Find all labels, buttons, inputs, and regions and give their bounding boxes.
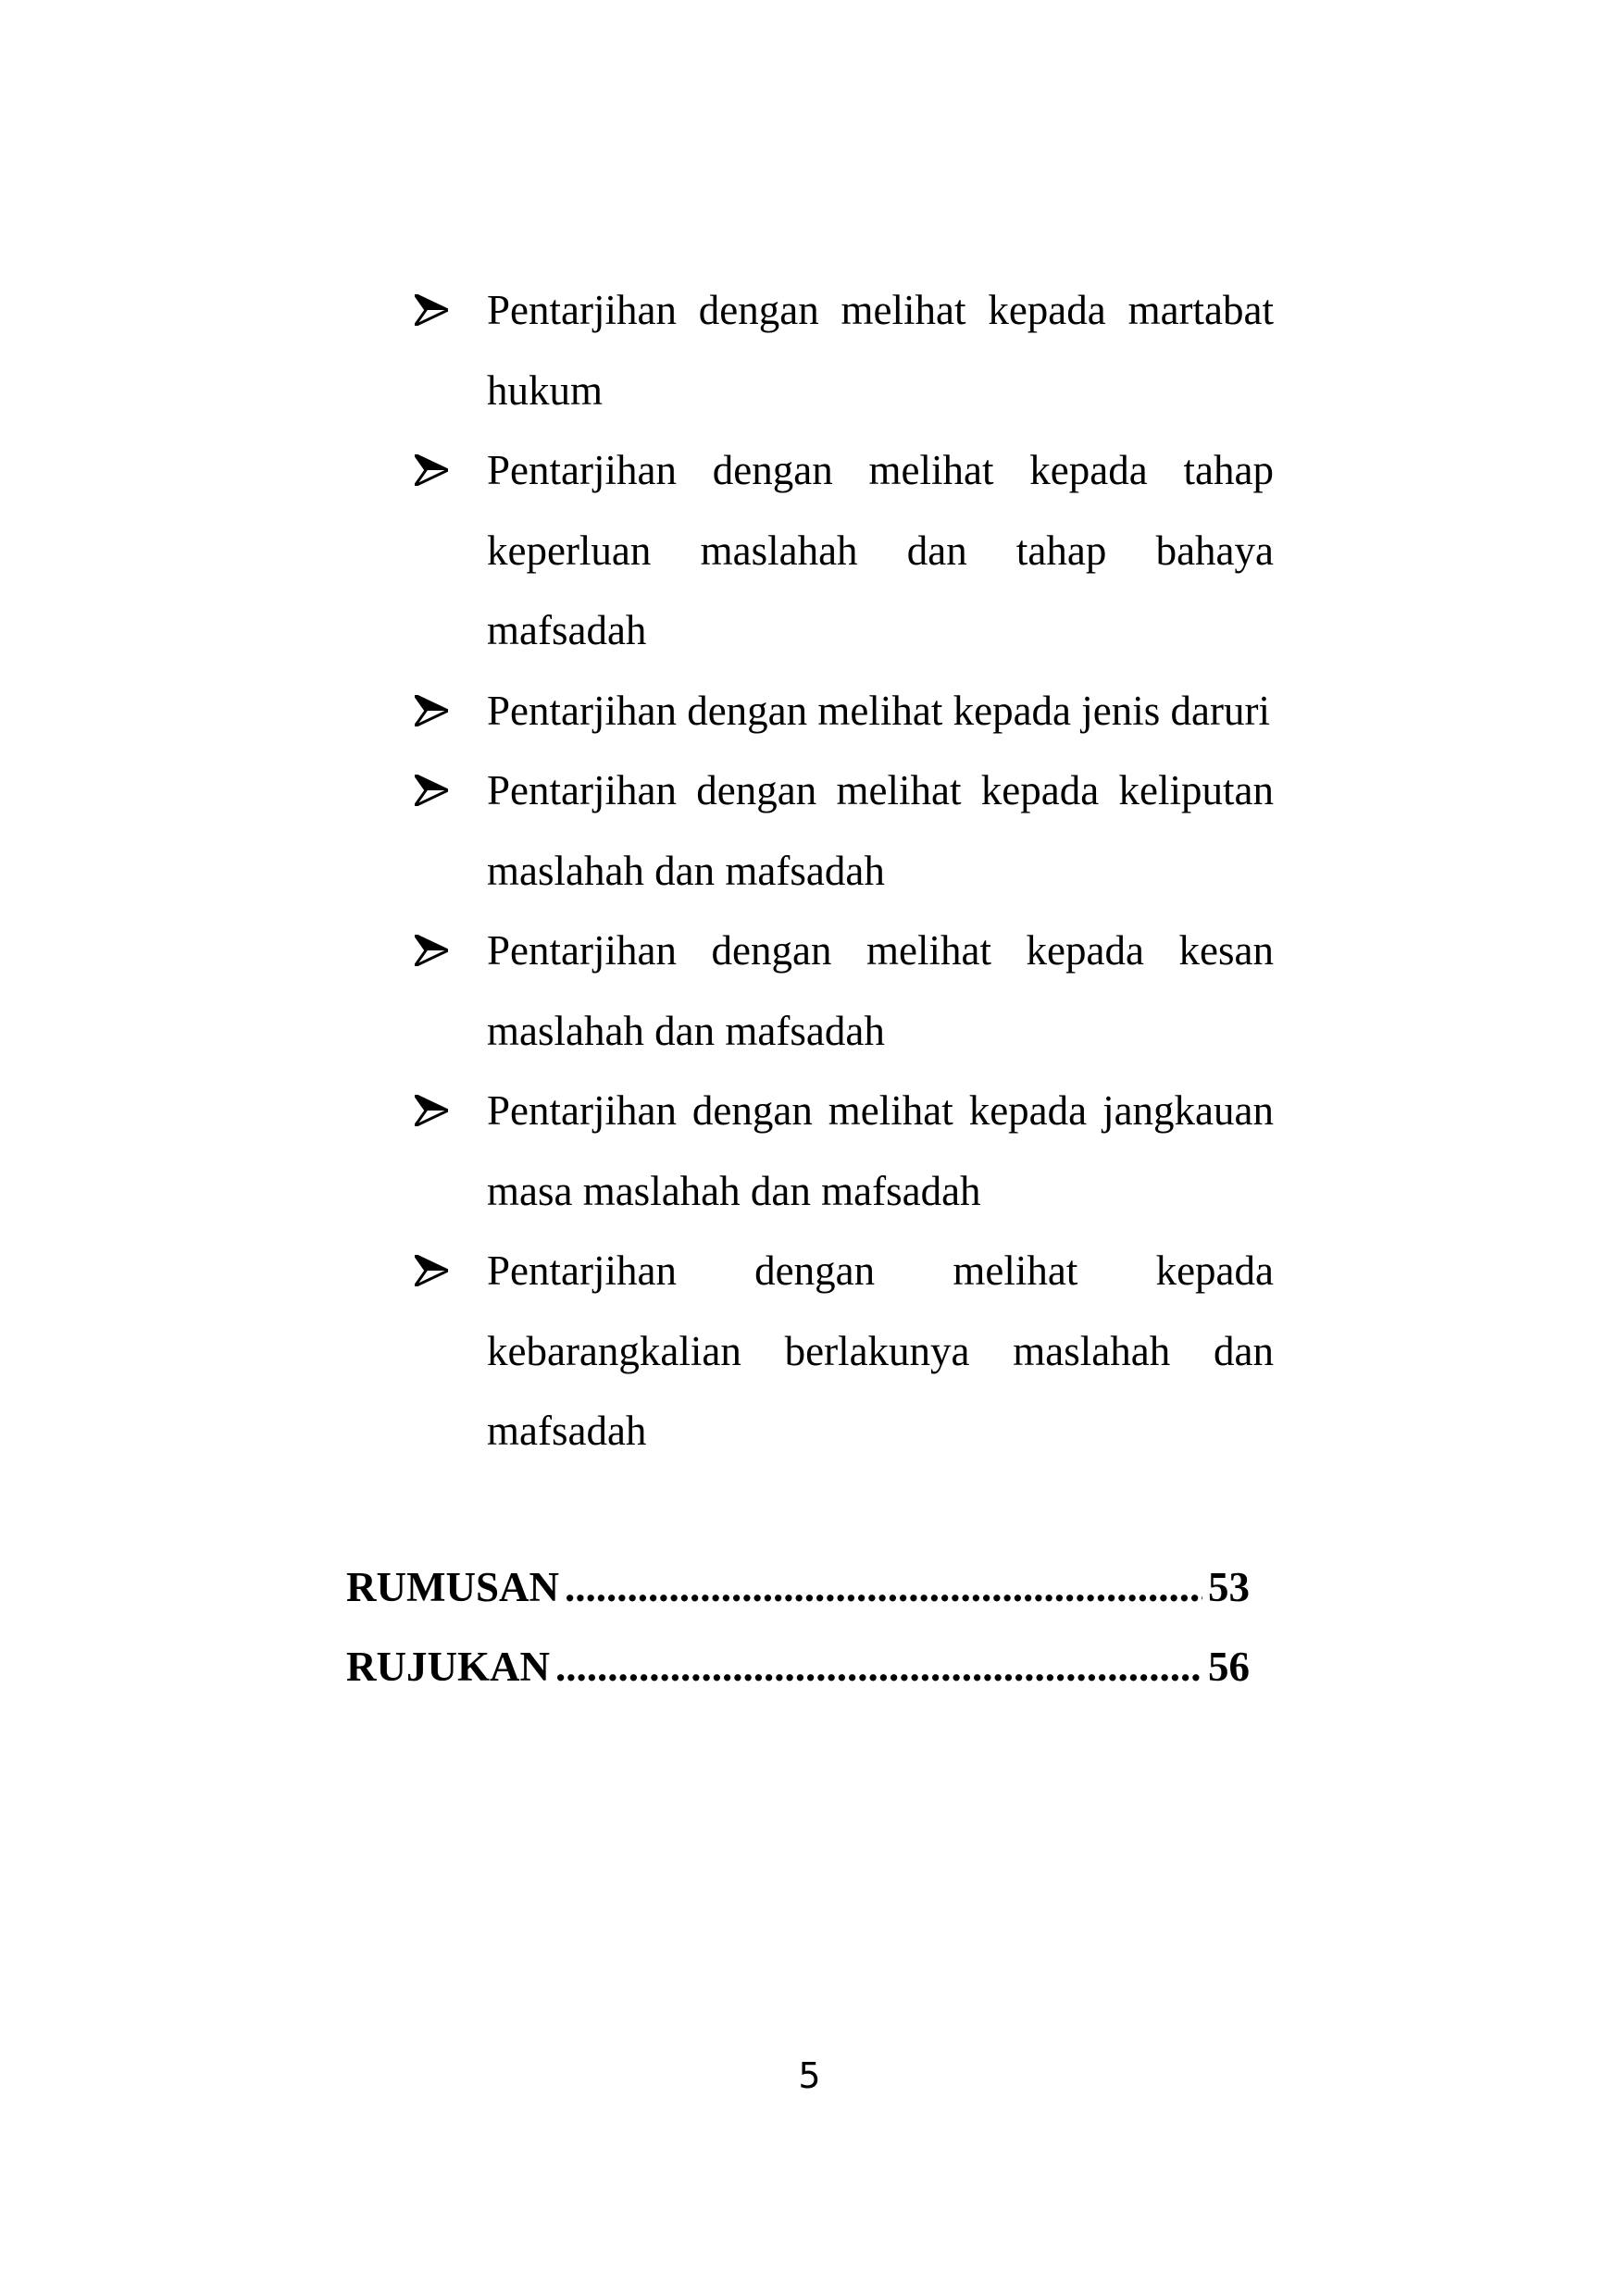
bullet-list <box>415 270 1274 1471</box>
toc-entry-rujukan[interactable] <box>346 1627 1250 1706</box>
bullet-text: Pentarjihan dengan melihat kepada martabat hukum <box>487 287 1274 414</box>
list-item <box>415 1071 1274 1231</box>
bullet-text: Pentarjihan dengan melihat kepada jenis daruri <box>487 687 1270 734</box>
list-item <box>415 671 1274 751</box>
arrowhead-bullet-icon <box>415 775 448 806</box>
bullet-text: Pentarjihan dengan melihat kepada keliputan maslahah dan mafsadah <box>487 767 1274 894</box>
toc-entry-rumusan[interactable] <box>346 1547 1250 1627</box>
list-item <box>415 1231 1274 1471</box>
list-item <box>415 430 1274 671</box>
arrowhead-bullet-icon <box>415 294 448 326</box>
list-item <box>415 751 1274 911</box>
toc-page-number: 53 <box>1208 1564 1250 1610</box>
list-item <box>415 270 1274 430</box>
list-item <box>415 911 1274 1071</box>
bullet-text: Pentarjihan dengan melihat kepada kebarangkalian berlakunya maslahah dan mafsadah <box>487 1247 1274 1454</box>
bullet-text: Pentarjihan dengan melihat kepada jangkauan masa maslahah dan mafsadah <box>487 1087 1274 1214</box>
toc-dot-leader <box>555 1627 1202 1706</box>
bullet-text: Pentarjihan dengan melihat kepada tahap keperluan maslahah dan tahap bahaya mafsadah <box>487 447 1274 653</box>
toc-page-number: 56 <box>1208 1644 1250 1690</box>
page-number: 5 <box>798 2055 821 2096</box>
arrowhead-bullet-icon <box>415 695 448 726</box>
arrowhead-bullet-icon <box>415 454 448 486</box>
arrowhead-bullet-icon <box>415 1255 448 1286</box>
table-of-contents <box>346 1547 1250 1706</box>
arrowhead-bullet-icon <box>415 1095 448 1126</box>
toc-title: RUJUKAN <box>346 1644 550 1690</box>
bullet-text: Pentarjihan dengan melihat kepada kesan maslahah dan mafsadah <box>487 927 1274 1054</box>
toc-title: RUMUSAN <box>346 1564 559 1610</box>
arrowhead-bullet-icon <box>415 935 448 966</box>
toc-dot-leader <box>565 1547 1202 1627</box>
